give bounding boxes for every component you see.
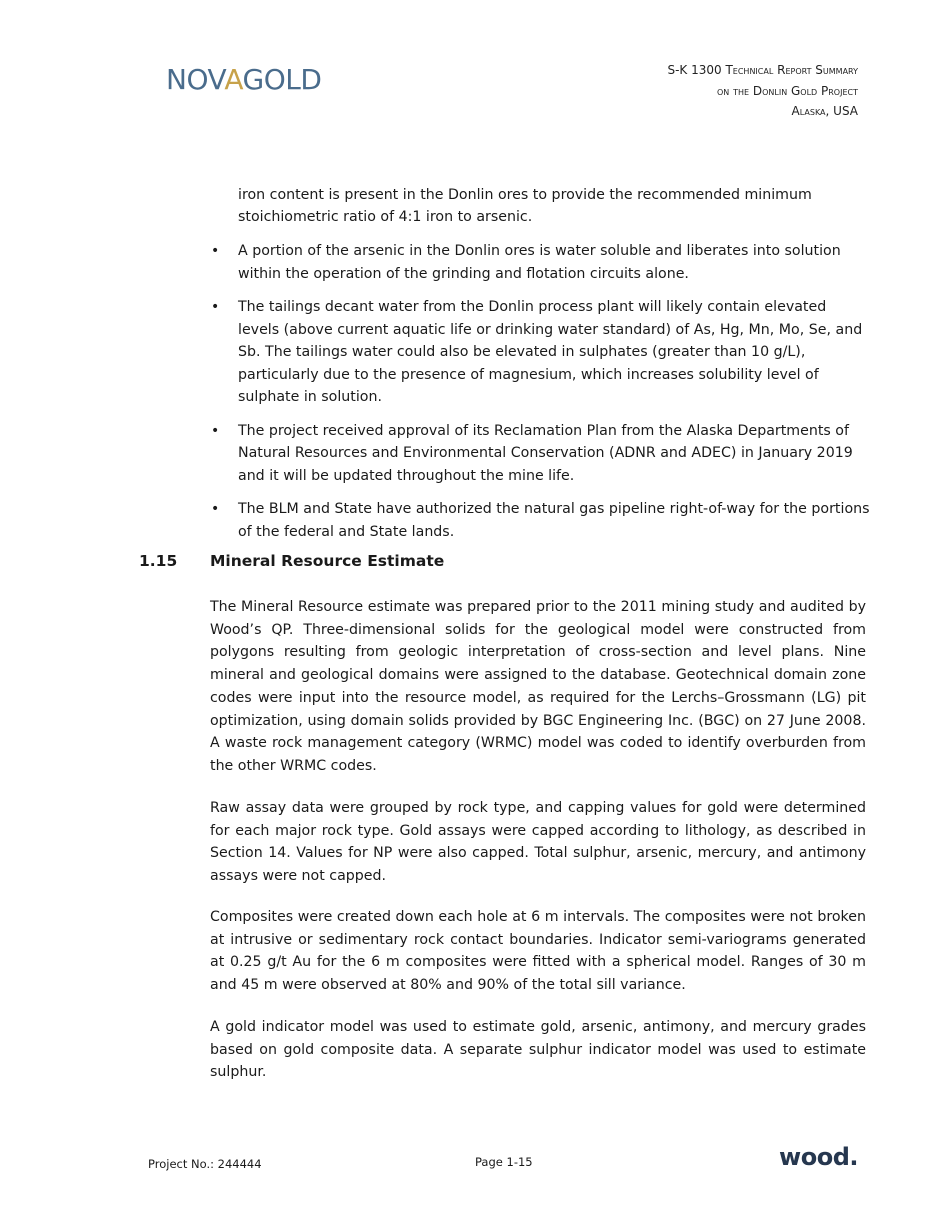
report-title-line1: S-K 1300 Technical Report Summary bbox=[667, 63, 858, 77]
list-item bbox=[210, 240, 870, 285]
bullet-list bbox=[210, 240, 870, 554]
paragraph: Raw assay data were grouped by rock type, and capping values for gold were determined for each major rock type. Gold assays were capped according to lithology, as described in Section 14. Values for NP were also capped. Total sulphur, arsenic, mercury, and antimony assays were not capped. bbox=[210, 800, 866, 885]
list-item bbox=[210, 296, 870, 409]
novagold-logo bbox=[166, 63, 321, 96]
report-title-line3: Alaska, USA bbox=[791, 104, 858, 118]
list-item-text: The tailings decant water from the Donlin process plant will likely contain elevated levels (above current aquatic life or drinking water standard) of As, Hg, Mn, Mo, Se, and Sb. The tailings water could also be elevated in sulphates (greater than 10 g/L), particularly due to the presence of magnesium, which increases solubility level of sulphate in solution. bbox=[238, 299, 863, 405]
list-item-text: The BLM and State have authorized the natural gas pipeline right-of-way for the portions of the federal and State lands. bbox=[238, 501, 870, 540]
project-value: 244444 bbox=[217, 1157, 262, 1171]
paragraph: The Mineral Resource estimate was prepared prior to the 2011 mining study and audited by Wood’s QP. Three-dimensional solids for the geological model were constructed from polygons resulting from geologic interpretation of cross-section and level plans. Nine mineral and geological domains were assigned to the database. Geotechnical domain zone codes were input into the resource model, as required for the Lerchs–Grossmann (LG) pit optimization, using domain solids provided by BGC Engineering Inc. (BGC) on 27 June 2008. A waste rock management category (WRMC) model was coded to identify overburden from the other WRMC codes. bbox=[210, 599, 866, 774]
bullet-continuation: iron content is present in the Donlin ores to provide the recommended minimum stoichiometric ratio of 4:1 iron to arsenic. bbox=[238, 187, 812, 225]
paragraph: A gold indicator model was used to estimate gold, arsenic, antimony, and mercury grades based on gold composite data. A separate sulphur indicator model was used to estimate sulphur. bbox=[210, 1019, 866, 1081]
bullet-icon: • bbox=[211, 501, 220, 517]
section-title: Mineral Resource Estimate bbox=[210, 552, 445, 570]
wood-logo: wood. bbox=[779, 1143, 858, 1171]
section-number: 1.15 bbox=[139, 552, 178, 570]
bullet-icon: • bbox=[211, 299, 220, 315]
report-title bbox=[667, 60, 858, 122]
bullet-icon: • bbox=[211, 243, 220, 259]
project-number bbox=[148, 1157, 262, 1171]
logo-text-accent: A bbox=[224, 63, 243, 96]
report-title-line2: on the Donlin Gold Project bbox=[716, 83, 858, 98]
list-item bbox=[210, 420, 870, 488]
list-item bbox=[210, 498, 870, 543]
page-number: Page 1-15 bbox=[475, 1155, 533, 1169]
project-label: Project No.: bbox=[148, 1157, 214, 1171]
logo-text-part2: GOLD bbox=[242, 63, 322, 96]
list-item-text: The project received approval of its Reclamation Plan from the Alaska Departments of Natural Resources and Environmental Conservation (ADNR and ADEC) in January 2019 and it will be updated throughout the mine life. bbox=[238, 422, 853, 484]
list-item-text: A portion of the arsenic in the Donlin ores is water soluble and liberates into solution within the operation of the grinding and flotation circuits alone. bbox=[238, 243, 841, 282]
logo-text-part1: NOV bbox=[166, 63, 225, 96]
paragraph: Composites were created down each hole at 6 m intervals. The composites were not broken at intrusive or sedimentary rock contact boundaries. Indicator semi-variograms generated at 0.25 g/t Au for the 6 m composites were fitted with a spherical model. Ranges of 30 m and 45 m were observed at 80% and 90% of the total sill variance. bbox=[210, 909, 866, 994]
bullet-icon: • bbox=[211, 422, 220, 439]
